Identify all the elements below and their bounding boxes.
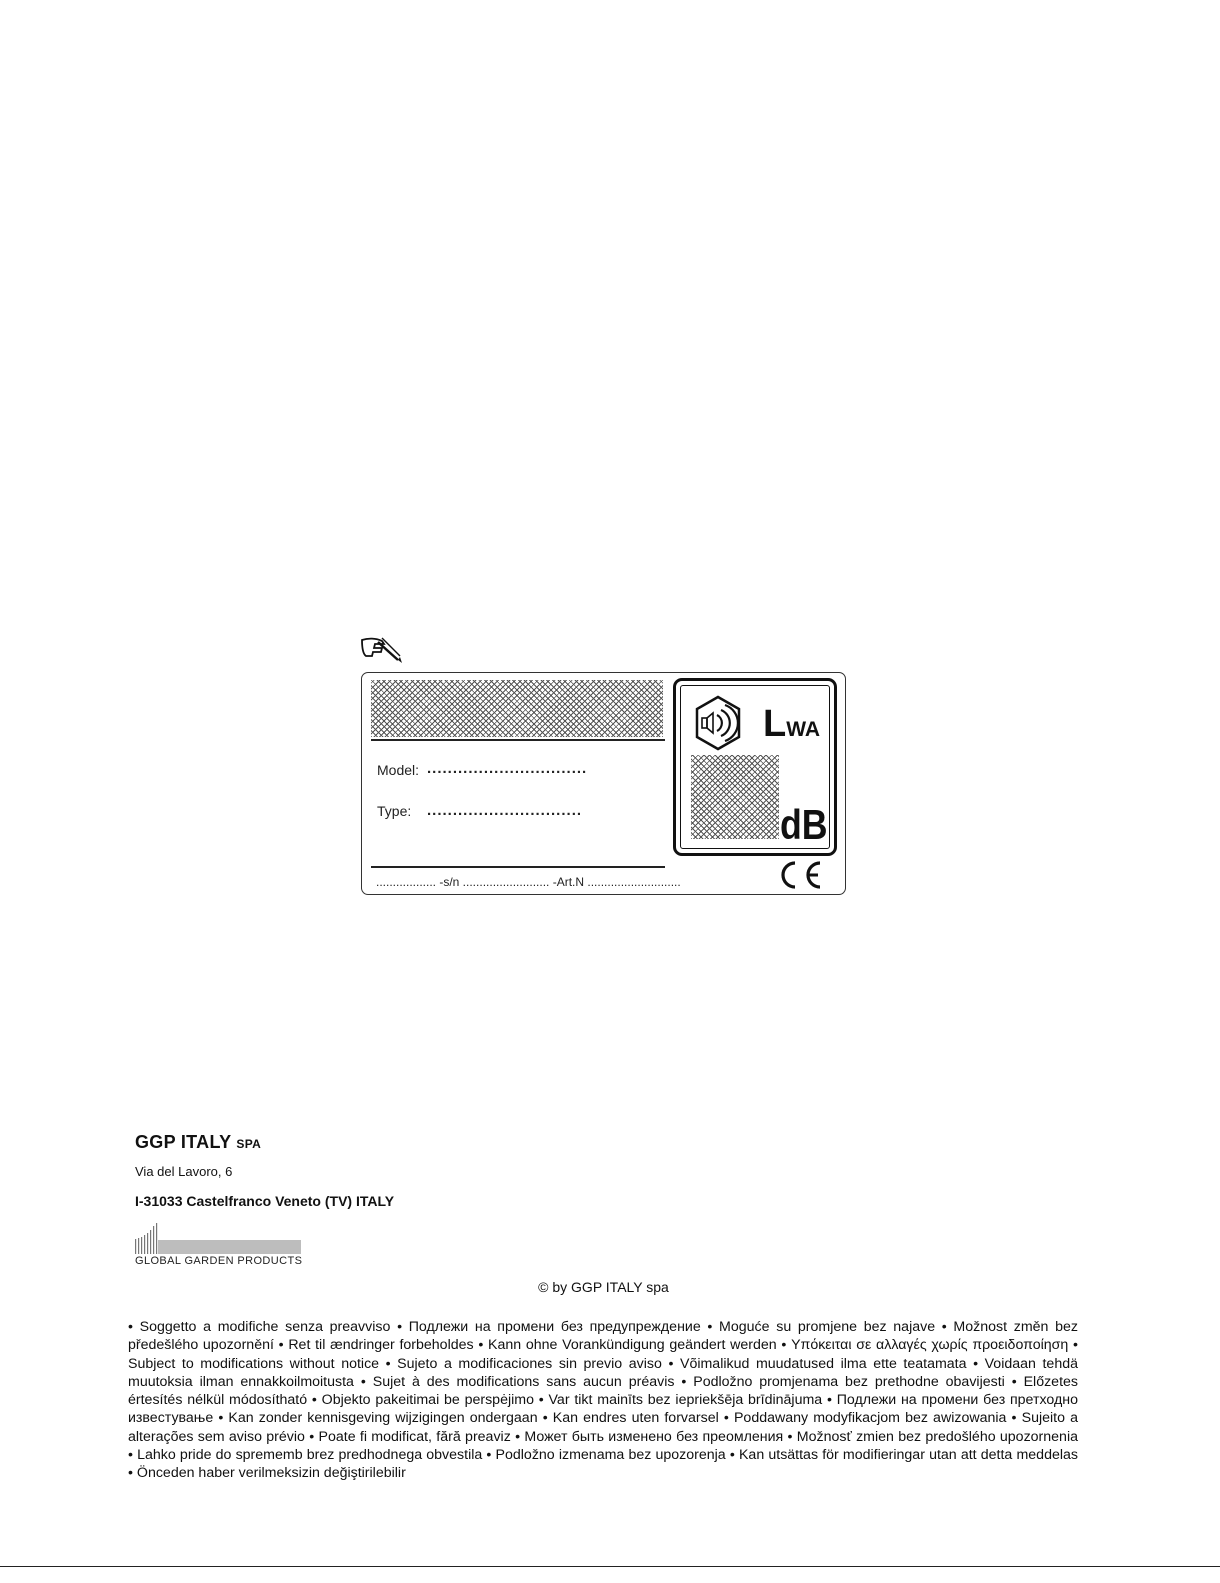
- ggp-logo-text: GLOBAL GARDEN PRODUCTS: [135, 1255, 303, 1267]
- sound-value-hatched-area: [691, 755, 779, 839]
- label-hatched-area: [371, 680, 663, 737]
- model-label: Model:: [377, 762, 420, 778]
- sound-power-inner-frame: [680, 685, 830, 849]
- company-city: I-31033 Castelfranco Veneto (TV) ITALY: [135, 1193, 395, 1209]
- company-street: Via del Lavoro, 6: [135, 1164, 233, 1179]
- copyright: © by GGP ITALY spa: [538, 1279, 669, 1295]
- db-unit: dB: [780, 801, 828, 848]
- sound-power-icon: [691, 695, 745, 751]
- rating-label-plate: [361, 672, 846, 895]
- modification-disclaimer: • Soggetto a modifiche senza preavviso • Подлежи на промени без предупреждение • Moguće su promjene bez najave • Možnost změn bez předešlého upozornění • Ret til ændringer forbeholdes • Kann ohne Vorankündigung geändert werden • Υπόκειται σε αλλαγές χωρίς προειδοποίηση • Subject to modifications without notice • Sujeto a modificaciones sin previo aviso • Võimalikud muudatused ilma ette teatamata • Voidaan tehdä muutoksia ilman ennakkoilmoitusta • Sujet à des modifications sans aucun préavis • Podložno promjenama bez prethodne obavijesti • Előzetes értesítés nélkül módosítható • Objekto pakeitimai be perspėjimo • Var tikt mainīts bez iepriekšēja brīdinājuma • Подлежи на промени без претходно известување • Kan zonder kennisgeving wijzigingen ondergaan • Kan endres uten forvarsel • Poddawany modyfikacjom bez awizowania • Sujeito a alterações sem aviso prévio • Poate fi modificat, fără preaviz • Может быть изменено без преомления • Možnosť zmien bez predošlého upozornenia • Lahko pride do sprememb brez predhodnega obvestila • Podložno izmenama bez upozorenja • Kan utsättas för modifieringar utan att detta meddelas • Önceden haber verilmeksizin değiştirilebilir: [128, 1319, 1078, 1482]
- lwa-symbol: [763, 703, 820, 746]
- model-value: ...............................: [427, 760, 588, 777]
- ce-mark-icon: [774, 859, 826, 891]
- lwa-subscript: WA: [786, 718, 821, 741]
- label-bottom-rule: [371, 866, 665, 868]
- serial-article-line: .................. -s/n .......................... -Art.N ............................: [376, 875, 681, 889]
- pen-hand-icon: [358, 632, 404, 664]
- label-top-rule: [371, 739, 665, 741]
- company-name: [135, 1132, 261, 1153]
- type-value: ..............................: [427, 802, 583, 819]
- type-label: Type:: [377, 803, 412, 819]
- ggp-logo-icon: [135, 1222, 301, 1254]
- page-bottom-rule: [0, 1566, 1220, 1567]
- company-name-text: GGP ITALY: [135, 1132, 232, 1152]
- company-suffix: SPA: [236, 1137, 262, 1151]
- lwa-main-letter: L: [763, 703, 787, 745]
- sound-power-box: [673, 678, 837, 856]
